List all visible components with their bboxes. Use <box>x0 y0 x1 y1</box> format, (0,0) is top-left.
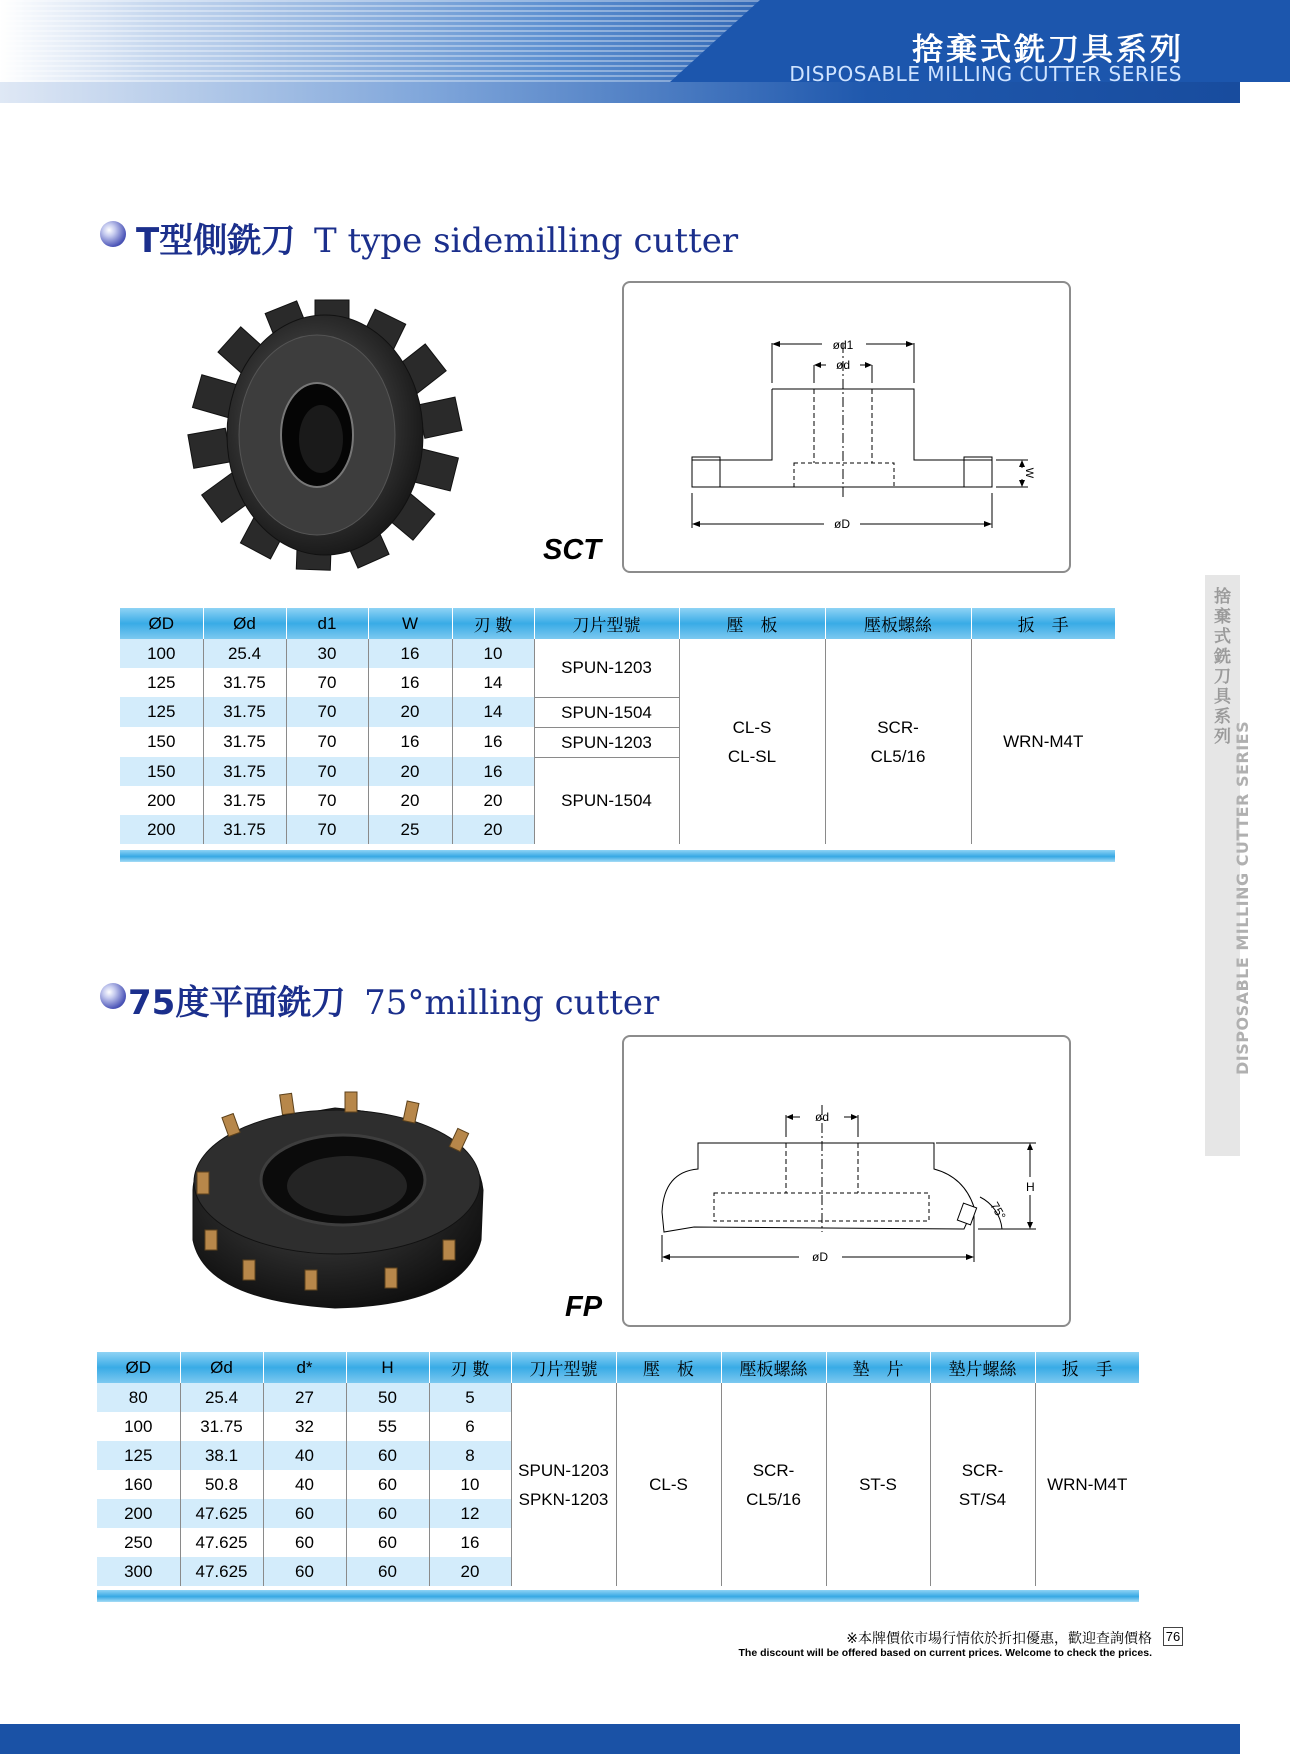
table-cell: 60 <box>346 1470 429 1499</box>
table-cell: 55 <box>346 1412 429 1441</box>
table-cell: 150 <box>147 732 176 751</box>
table-cell: 47.625 <box>180 1557 263 1586</box>
table-cell: 60 <box>263 1557 346 1586</box>
table-cell: 125 <box>147 672 176 692</box>
column-header: H <box>346 1352 429 1383</box>
table-cell: 31.75 <box>203 757 286 786</box>
table-cell: 70 <box>286 668 368 697</box>
table-cell: 25.4 <box>180 1383 263 1412</box>
side-tab-char: 系 <box>1214 707 1231 727</box>
fp-table-header <box>97 1352 1139 1383</box>
insert-model-cell <box>511 1383 616 1586</box>
section1-title <box>136 213 738 262</box>
fp-label-d: ød <box>814 1110 830 1124</box>
table-cell: 31.75 <box>203 786 286 815</box>
table-cell: 31.75 <box>203 815 286 844</box>
fp-label-D: øD <box>812 1250 828 1264</box>
table-cell: 31.75 <box>203 697 286 727</box>
table-cell: 20 <box>452 786 534 815</box>
table-cell: 31.75 <box>180 1412 263 1441</box>
table-cell: 160 <box>124 1474 153 1494</box>
table-cell: 70 <box>286 757 368 786</box>
sct-table-header <box>120 608 1115 639</box>
fp-cutter-photo <box>185 1090 490 1315</box>
table-cell: 150 <box>120 757 203 786</box>
table-cell: 40 <box>263 1470 346 1499</box>
section2-title-cn: 75度平面銑刀 <box>128 983 346 1023</box>
table-row <box>97 1383 1139 1412</box>
sct-table-bottom-bar <box>120 850 1115 862</box>
column-header: d* <box>263 1352 346 1383</box>
table-cell: 70 <box>286 697 368 727</box>
table-cell: 125 <box>97 1441 180 1470</box>
section1-title-cn: T型側銑刀 <box>136 221 296 261</box>
header-title-en: DISPOSABLE MILLING CUTTER SERIES <box>789 62 1182 86</box>
fp-spec-table <box>97 1352 1139 1586</box>
insert-model-value: SPUN-1203 <box>518 1460 609 1480</box>
table-row <box>120 639 1115 668</box>
side-tab-char: 捨 <box>1214 587 1231 607</box>
bullet-icon <box>100 221 126 247</box>
table-cell: 6 <box>429 1412 511 1441</box>
column-header: ØD <box>97 1352 180 1383</box>
fp-code: FP <box>565 1291 603 1323</box>
table-cell: 27 <box>263 1383 346 1412</box>
side-tab-char: 具 <box>1214 687 1231 707</box>
fp-label-angle: 75° <box>987 1199 1009 1223</box>
table-cell: 300 <box>97 1557 180 1586</box>
table-cell: 70 <box>286 727 368 757</box>
column-header: W <box>368 608 452 639</box>
table-cell: 60 <box>346 1499 429 1528</box>
table-cell: 31.75 <box>203 727 286 757</box>
fp-diagram-box <box>622 1035 1071 1327</box>
shim-screw-cell <box>930 1383 1035 1586</box>
table-cell: 38.1 <box>180 1441 263 1470</box>
table-cell: 16 <box>452 757 534 786</box>
table-cell: 80 <box>97 1383 180 1412</box>
column-header: 刃 數 <box>429 1352 511 1383</box>
fp-table-bottom-bar <box>97 1590 1139 1602</box>
column-header: 墊 片 <box>826 1352 930 1383</box>
table-cell: 8 <box>429 1441 511 1470</box>
table-cell: 70 <box>286 786 368 815</box>
side-tab <box>1205 575 1252 1156</box>
insert-model-cell: SPUN-1203 <box>534 727 679 757</box>
clamp-screw-value: CL5/16 <box>746 1489 801 1509</box>
table-cell: 10 <box>429 1470 511 1499</box>
table-cell: 16 <box>452 727 534 757</box>
table-cell: 60 <box>346 1528 429 1557</box>
table-cell: 31.75 <box>203 668 286 697</box>
clamp-screw-cell <box>825 639 971 844</box>
sct-code: SCT <box>543 534 601 566</box>
section2-title <box>128 975 659 1024</box>
table-cell: 12 <box>429 1499 511 1528</box>
table-cell: 20 <box>368 786 452 815</box>
clamp-value: CL-SL <box>727 746 777 766</box>
footer-band <box>0 1724 1240 1754</box>
table-cell: 200 <box>147 790 176 810</box>
table-cell: 47.625 <box>180 1528 263 1557</box>
side-tab-char: 刀 <box>1214 667 1231 687</box>
table-cell: 100 <box>124 1416 153 1436</box>
header-stripes <box>0 0 760 82</box>
side-tab-char: 棄 <box>1214 607 1231 627</box>
side-tab-char: 列 <box>1214 727 1231 747</box>
table-cell: 5 <box>429 1383 511 1412</box>
clamp-screw-value: CL5/16 <box>870 746 926 766</box>
table-cell: 200 <box>120 815 203 844</box>
table-cell: 60 <box>346 1441 429 1470</box>
fp-dimension-diagram <box>624 1037 1069 1325</box>
section1-title-en: T type sidemilling cutter <box>314 221 739 261</box>
column-header: 刃 數 <box>452 608 534 639</box>
header-title-cn: 捨棄式銑刀具系列 <box>912 32 1184 68</box>
table-cell: 16 <box>429 1528 511 1557</box>
table-cell: 16 <box>368 727 452 757</box>
section2-title-en: 75°milling cutter <box>364 983 660 1023</box>
clamp-screw-value: SCR- <box>877 717 919 737</box>
wrench-cell: WRN-M4T <box>971 639 1115 844</box>
table-cell: 60 <box>263 1528 346 1557</box>
column-header: 壓板螺絲 <box>825 608 971 639</box>
table-cell: 70 <box>286 815 368 844</box>
table-cell: 14 <box>452 697 534 727</box>
table-cell: 14 <box>452 668 534 697</box>
insert-model-cell: SPUN-1203 <box>534 639 679 697</box>
sct-diagram-box <box>622 281 1071 573</box>
column-header: 扳 手 <box>1035 1352 1139 1383</box>
column-header: Ød <box>203 608 286 639</box>
column-header: 墊片螺絲 <box>930 1352 1035 1383</box>
table-cell: 50 <box>346 1383 429 1412</box>
column-header: 壓板螺絲 <box>721 1352 826 1383</box>
sct-label-d1: ød1 <box>832 338 854 352</box>
table-cell: 16 <box>368 668 452 697</box>
column-header: 刀片型號 <box>534 608 679 639</box>
column-header: Ød <box>180 1352 263 1383</box>
table-cell: 60 <box>263 1499 346 1528</box>
table-cell: 30 <box>286 639 368 668</box>
clamp-screw-cell <box>721 1383 826 1586</box>
column-header: ØD <box>120 608 203 639</box>
bullet-icon <box>100 983 126 1009</box>
table-cell: 25 <box>368 815 452 844</box>
table-cell: 10 <box>452 639 534 668</box>
shim-cell: ST-S <box>826 1383 930 1586</box>
sct-label-W: W <box>1023 467 1035 479</box>
clamp-cell <box>679 639 825 844</box>
side-tab-en: DISPOSABLE MILLING CUTTER SERIES <box>1233 720 1252 1075</box>
column-header: 刀片型號 <box>511 1352 616 1383</box>
clamp-value: CL-S <box>732 717 772 737</box>
sct-spec-table <box>120 608 1115 844</box>
sct-dimension-diagram <box>624 283 1069 571</box>
column-header: 壓 板 <box>679 608 825 639</box>
column-header: 扳 手 <box>971 608 1115 639</box>
shim-screw-value: SCR- <box>961 1460 1004 1480</box>
table-cell: 20 <box>429 1557 511 1586</box>
fp-label-H: H <box>1026 1180 1035 1194</box>
column-header: 壓 板 <box>616 1352 721 1383</box>
side-tab-char: 式 <box>1214 627 1231 647</box>
clamp-cell: CL-S <box>616 1383 721 1586</box>
page-number: 76 <box>1163 1627 1183 1646</box>
insert-model-cell: SPUN-1504 <box>534 757 679 844</box>
price-note-en: The discount will be offered based on current prices. Welcome to check the prices. <box>738 1647 1152 1659</box>
table-cell: 25.4 <box>203 639 286 668</box>
table-cell: 20 <box>452 815 534 844</box>
table-cell: 100 <box>120 639 203 668</box>
sct-cutter-photo <box>205 295 445 575</box>
table-cell: 40 <box>263 1441 346 1470</box>
table-cell: 47.625 <box>180 1499 263 1528</box>
table-cell: 32 <box>263 1412 346 1441</box>
table-cell: 16 <box>368 639 452 668</box>
table-cell: 125 <box>120 697 203 727</box>
insert-model-cell: SPUN-1504 <box>534 697 679 727</box>
table-cell: 200 <box>97 1499 180 1528</box>
table-cell: 250 <box>124 1532 153 1552</box>
table-cell: 20 <box>368 697 452 727</box>
table-cell: 50.8 <box>180 1470 263 1499</box>
sct-label-D: øD <box>834 517 850 531</box>
price-note-cn: ※本牌價依市場行情依於折扣優惠，歡迎查詢價格 <box>846 1631 1152 1647</box>
clamp-screw-value: SCR- <box>752 1460 795 1480</box>
sct-label-d: ød <box>835 358 851 372</box>
table-cell: 60 <box>346 1557 429 1586</box>
side-tab-char: 銑 <box>1214 647 1231 667</box>
column-header: d1 <box>286 608 368 639</box>
insert-model-value: SPKN-1203 <box>518 1489 609 1509</box>
wrench-cell: WRN-M4T <box>1035 1383 1139 1586</box>
shim-screw-value: ST/S4 <box>958 1489 1007 1509</box>
table-cell: 20 <box>368 757 452 786</box>
